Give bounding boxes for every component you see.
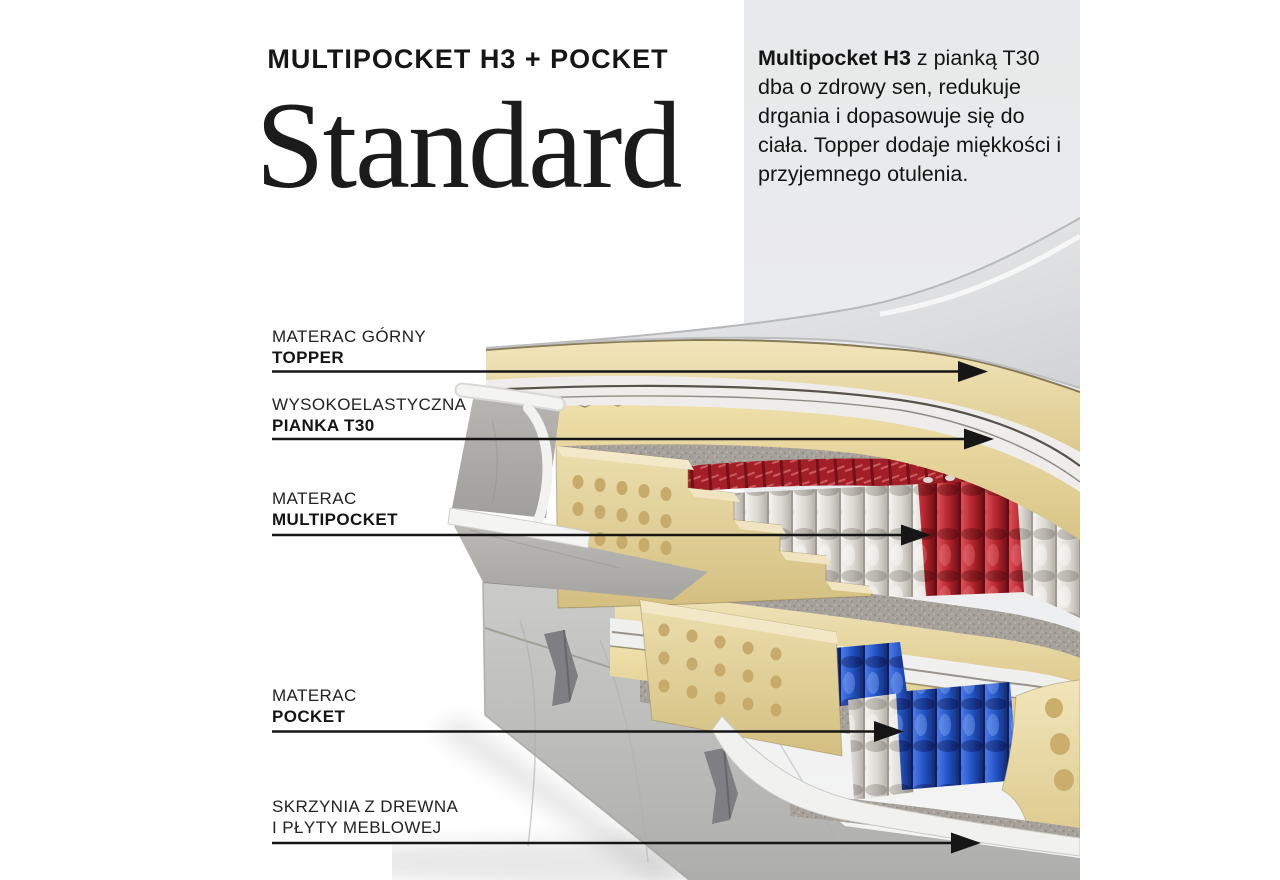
label-line2: POCKET	[272, 707, 346, 726]
label-line2: MULTIPOCKET	[272, 510, 398, 529]
layer-label-pocket	[272, 685, 357, 727]
label-line1: MATERAC GÓRNY	[272, 327, 427, 346]
layer-label-multipocket	[272, 488, 398, 530]
product-description	[758, 44, 1078, 189]
label-line1: SKRZYNIA Z DREWNA	[272, 797, 459, 816]
layer-label-topper	[272, 326, 426, 368]
label-line1: MATERAC	[272, 686, 357, 705]
label-line2: I PŁYTY MEBLOWEJ	[272, 818, 442, 837]
label-line2: TOPPER	[272, 348, 344, 367]
label-line1: MATERAC	[272, 489, 357, 508]
bed-render	[300, 218, 1082, 880]
product-title: Standard	[255, 77, 681, 214]
label-line2: PIANKA T30	[272, 416, 375, 435]
layer-label-t30-foam	[272, 394, 466, 436]
pocket-springs-blue	[896, 682, 1018, 790]
description-lead: Multipocket H3	[758, 46, 911, 70]
product-kicker: MULTIPOCKET H3 + POCKET	[267, 44, 669, 74]
label-line1: WYSOKOELASTYCZNA	[272, 395, 467, 414]
description-body: z pianką T30 dba o zdrowy sen, redukuje drgania i dopasowuje się do ciała. Topper dodaje miękkości i przyjemnego otulenia.	[758, 46, 1062, 186]
layer-label-storage-box	[272, 796, 458, 838]
